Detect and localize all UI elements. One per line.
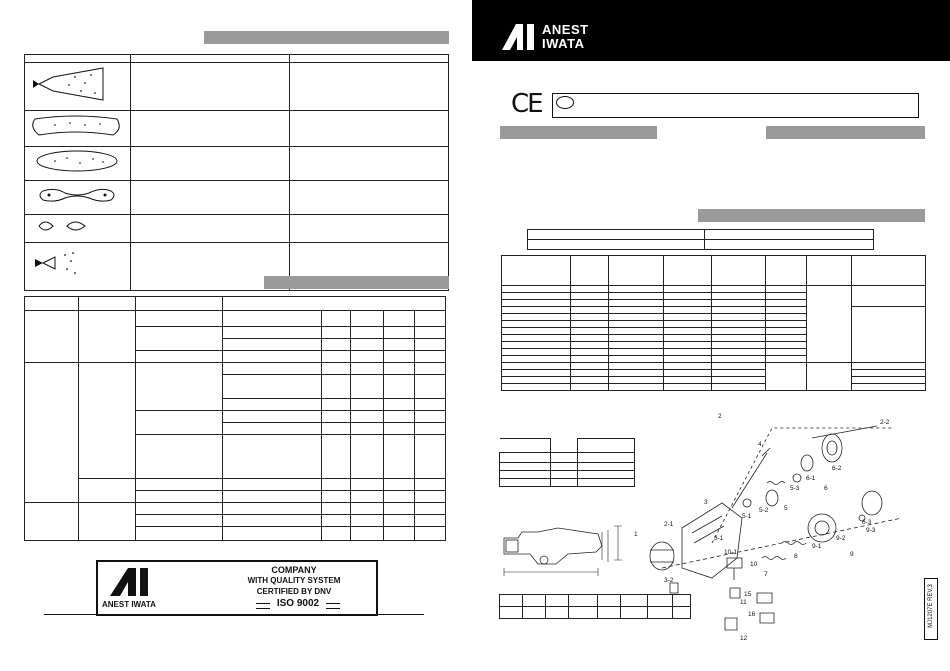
right-page <box>472 0 950 671</box>
section-bar-right <box>766 126 925 139</box>
pattern-cell <box>25 181 131 215</box>
part-label: 2 <box>718 413 722 420</box>
part-label: 11 <box>740 599 747 606</box>
part-label: 15 <box>744 591 752 598</box>
part-label: 2-2 <box>880 419 890 426</box>
part-label: 5-1 <box>742 513 752 520</box>
footer-brand-name: ANEST IWATA <box>102 600 156 609</box>
part-label: 9-1 <box>812 543 822 550</box>
spray-pattern-icon <box>25 243 128 285</box>
cert-standard-rule-left <box>256 603 270 609</box>
cert-line-company: COMPANY <box>271 565 317 575</box>
part-label: 5-2 <box>759 507 769 514</box>
part-label: 9 <box>850 551 854 558</box>
section-bar-troubleshooting <box>204 31 449 44</box>
document-code-text: MJ1207E REV.3 <box>928 584 934 628</box>
specifications-table <box>24 296 446 541</box>
ce-oval <box>556 96 574 109</box>
model-spec-table <box>501 255 926 391</box>
pattern-cell <box>25 111 131 147</box>
part-label: 10 <box>750 561 758 568</box>
part-label: 10-1 <box>724 549 738 556</box>
part-label: 8 <box>794 553 798 560</box>
cert-line-quality: WITH QUALITY SYSTEM <box>247 576 341 585</box>
part-label: 3-1 <box>714 535 724 542</box>
spray-pattern-icon <box>25 181 128 209</box>
pattern-cell <box>25 243 131 291</box>
part-label: 6-2 <box>832 465 842 472</box>
ce-mark-box <box>552 93 919 118</box>
cert-line-dnv: CERTIFIED BY DNV <box>256 587 332 596</box>
parts-table <box>499 438 635 487</box>
brand-name-line2: IWATA <box>542 36 585 51</box>
part-label: 6-3 <box>862 519 872 526</box>
left-page <box>0 0 470 671</box>
anest-iwata-logo-icon <box>500 23 538 51</box>
section-bar-left <box>500 126 657 139</box>
document-code <box>924 578 938 640</box>
part-label: 5 <box>784 505 788 512</box>
part-label: 2-1 <box>664 521 674 528</box>
brand-header <box>472 0 950 61</box>
part-label: 7 <box>764 571 768 578</box>
section-bar-specifications <box>264 276 449 289</box>
footer-rule <box>44 614 424 615</box>
brand-name-line1: ANEST <box>542 22 589 37</box>
part-label: 9-3 <box>866 527 876 534</box>
part-label: 3-2 <box>664 577 674 584</box>
part-label: 6-1 <box>806 475 816 482</box>
spray-gun-diagram-icon <box>622 408 912 648</box>
cert-standard-rule-right <box>326 603 340 609</box>
part-label: 1 <box>634 531 638 538</box>
spray-pattern-icon <box>25 111 128 141</box>
part-label: 12 <box>740 635 748 642</box>
part-label: 5-3 <box>790 485 800 492</box>
model-summary-table <box>527 229 874 250</box>
pattern-cell <box>25 147 131 181</box>
part-label: 4 <box>758 441 762 448</box>
ce-mark-icon: CE <box>511 89 542 119</box>
pattern-cell <box>25 63 131 111</box>
troubleshooting-table <box>24 54 449 291</box>
pattern-cell <box>25 215 131 243</box>
iso-certification-badge <box>96 560 378 616</box>
spray-pattern-icon <box>25 215 128 237</box>
spray-pattern-icon <box>25 147 128 175</box>
spray-gun-side-view-icon <box>498 520 638 584</box>
anest-iwata-logo-icon <box>106 566 154 598</box>
section-bar-models <box>698 209 925 222</box>
cert-standard: ISO 9002 <box>276 598 320 609</box>
part-label: 6 <box>824 485 828 492</box>
spray-pattern-icon <box>25 63 128 105</box>
part-label: 3 <box>704 499 708 506</box>
part-label: 16 <box>748 611 756 618</box>
part-label: 9-2 <box>836 535 846 542</box>
